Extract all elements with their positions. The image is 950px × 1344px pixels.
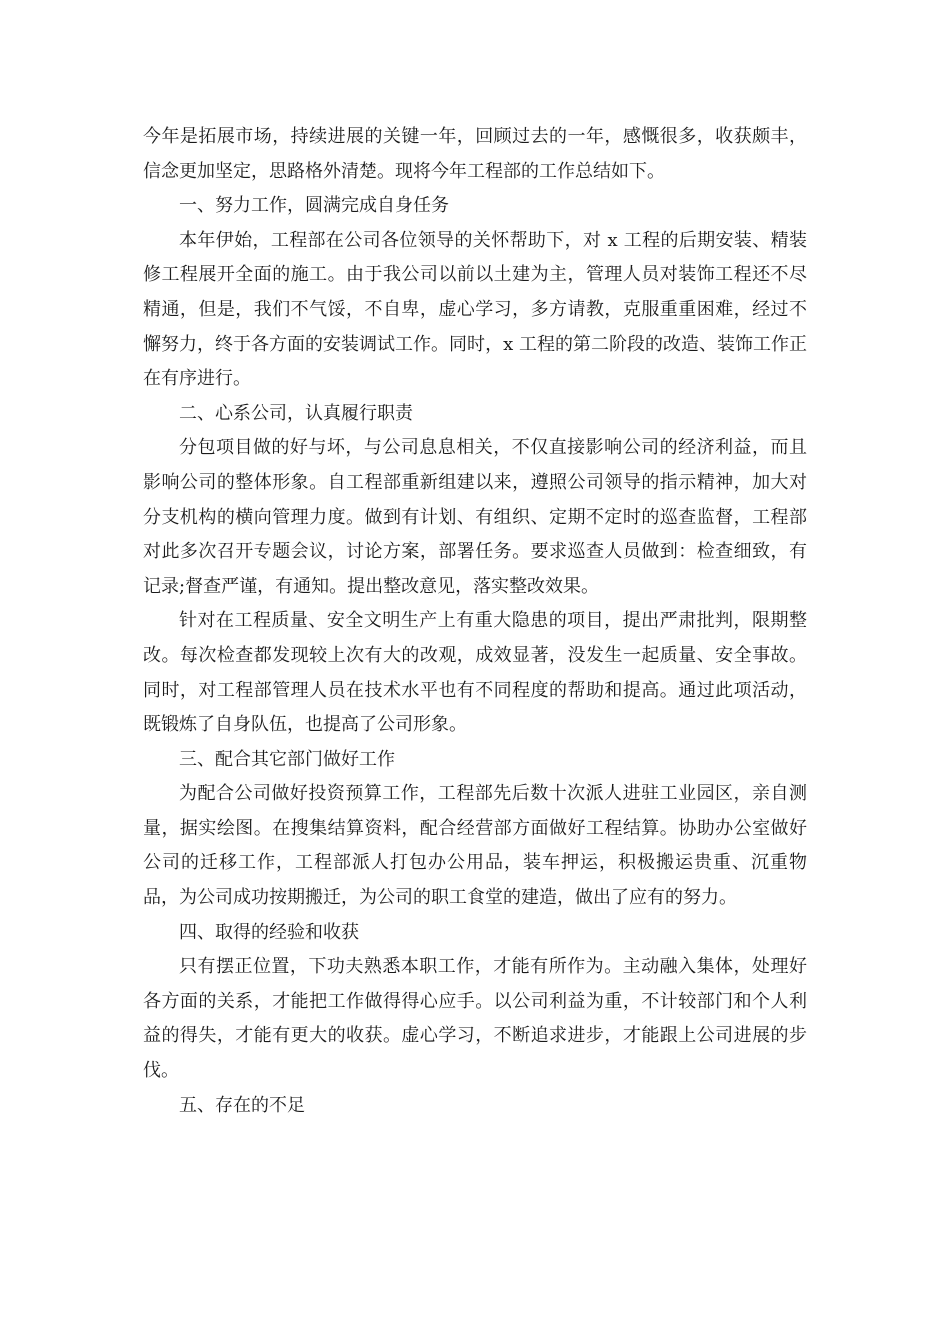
intro-paragraph: 今年是拓展市场，持续进展的关键一年，回顾过去的一年，感慨很多，收获颇丰，信念更加坚定，思路格外清楚。现将今年工程部的工作总结如下。: [143, 126, 807, 182]
section-heading-1: 一、努力工作，圆满完成自身任务: [179, 195, 449, 217]
section-3-paragraph: 为配合公司做好投资预算工作，工程部先后数十次派人进驻工业园区，亲自测量，据实绘图。在搜集结算资料，配合经营部方面做好工程结算。协助办公室做好公司的迁移工作，工程部派人打包办公用品，装车押运，积极搬运贵重、沉重物品，为公司成功按期搬迁，为公司的职工食堂的建造，做出了应有的努力。: [143, 783, 807, 909]
section-2-paragraph-1: 分包项目做的好与坏，与公司息息相关，不仅直接影响公司的经济利益，而且影响公司的整体形象。自工程部重新组建以来，遵照公司领导的指示精神，加大对分支机构的横向管理力度。做到有计划、有组织、定期不定时的巡查监督，工程部对此多次召开专题会议，讨论方案，部署任务。要求巡查人员做到：检查细致，有记录;督查严谨，有通知。提出整改意见，落实整改效果。: [143, 437, 807, 597]
section-4-paragraph: 只有摆正位置，下功夫熟悉本职工作，才能有所作为。主动融入集体，处理好各方面的关系，才能把工作做得得心应手。以公司利益为重，不计较部门和个人利益的得失，才能有更大的收获。虚心学习，不断追求进步，才能跟上公司进展的步伐。: [143, 956, 807, 1082]
section-1-paragraph: 本年伊始，工程部在公司各位领导的关怀帮助下，对 x 工程的后期安装、精装修工程展开全面的施工。由于我公司以前以土建为主，管理人员对装饰工程还不尽精通，但是，我们不气馁，不自卑，虚心学习，多方请教，克服重重困难，经过不懈努力，终于各方面的安装调试工作。同时，x 工程的第二阶段的改造、装饰工作正在有序进行。: [143, 229, 807, 390]
section-heading-4: 四、取得的经验和收获: [179, 921, 359, 943]
section-heading-5: 五、存在的不足: [179, 1094, 305, 1116]
section-heading-2: 二、心系公司，认真履行职责: [179, 402, 413, 424]
section-2-paragraph-2: 针对在工程质量、安全文明生产上有重大隐患的项目，提出严肃批判，限期整改。每次检查都发现较上次有大的改观，成效显著，没发生一起质量、安全事故。同时，对工程部管理人员在技术水平也有不同程度的帮助和提高。通过此项活动，既锻炼了自身队伍，也提高了公司形象。: [143, 610, 807, 736]
document-body: [143, 120, 807, 1123]
section-heading-3: 三、配合其它部门做好工作: [179, 748, 395, 770]
